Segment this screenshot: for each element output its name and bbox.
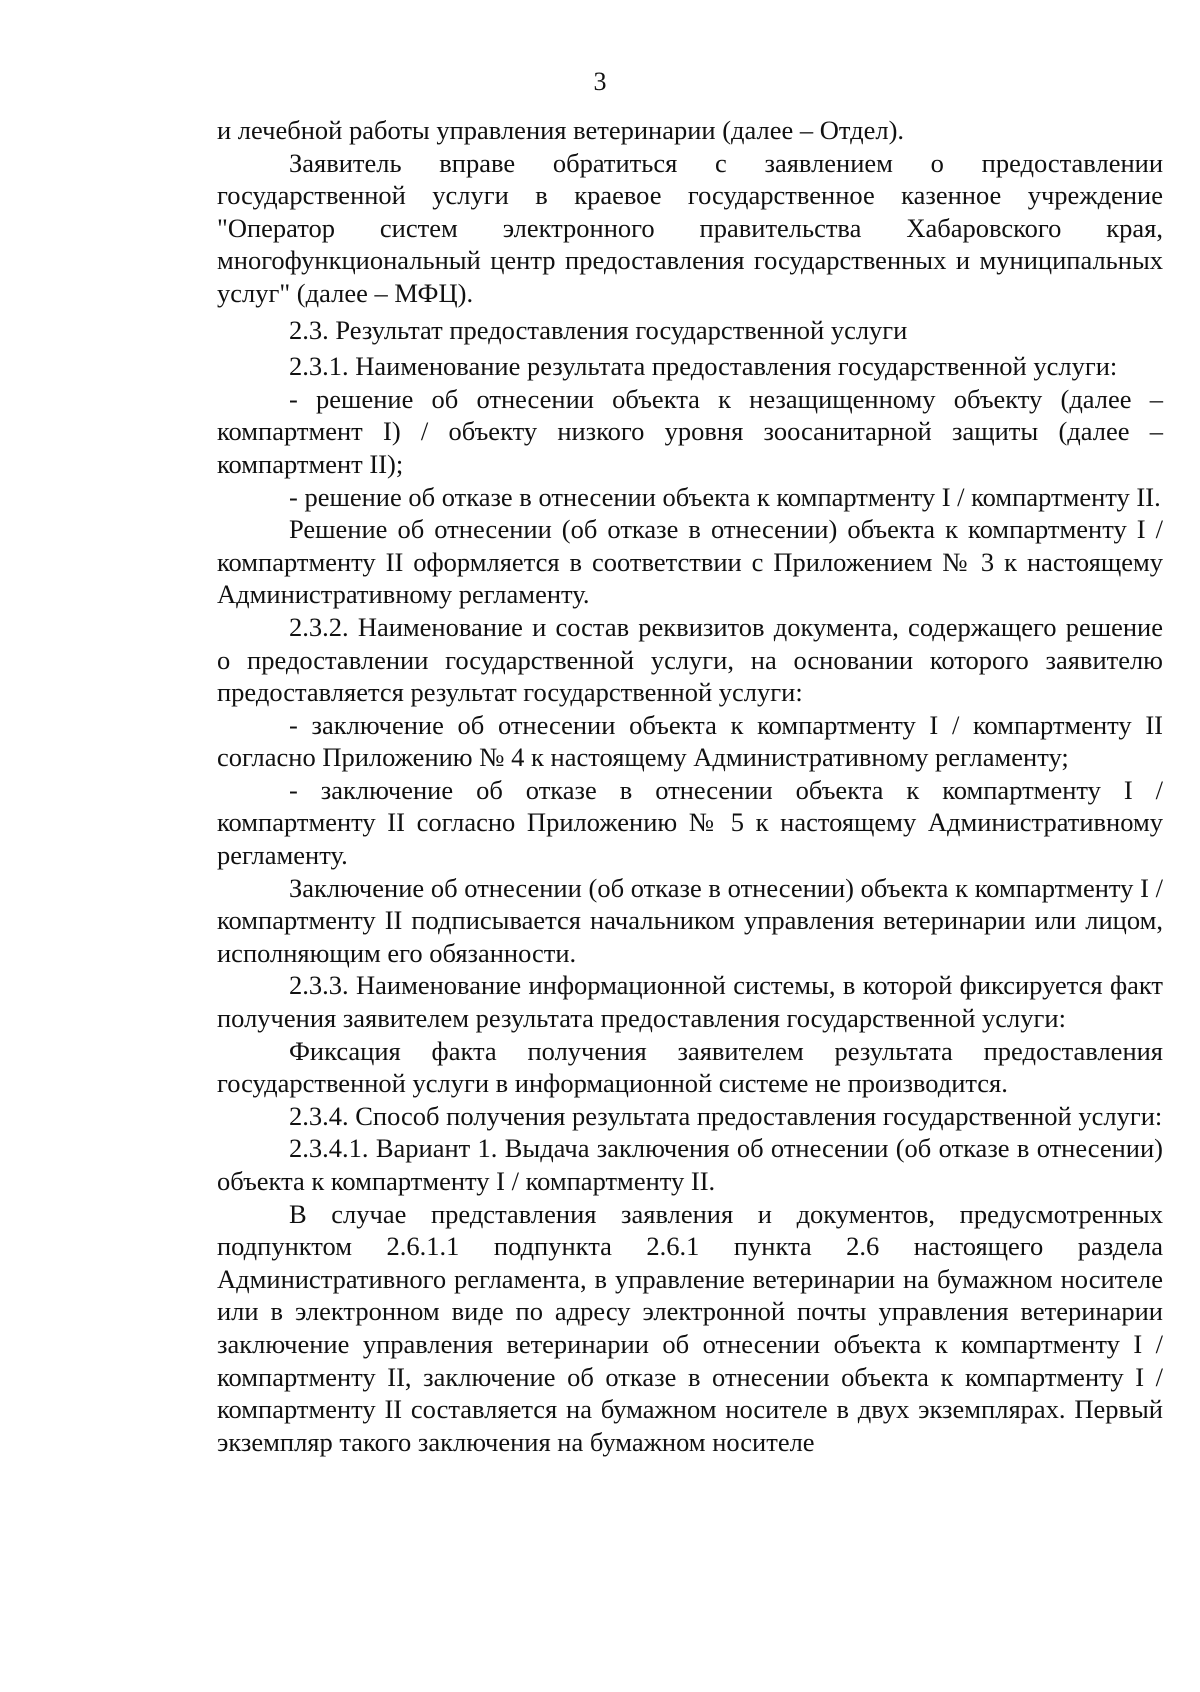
paragraph-2: Заявитель вправе обратиться с заявлением о предоставлении государственной услуги в краевое государственное казенное учреждение "Оператор систем электронного правительства Хабаровского края, многофункциональный центр предоставления государственных и муниципальных услуг" (далее – МФЦ). <box>217 147 1163 308</box>
paragraph-14: 2.3.4. Способ получения результата предоставления государственной услуги: <box>289 1100 1163 1131</box>
paragraph-1: и лечебной работы управления ветеринарии (далее – Отдел). <box>217 115 905 145</box>
paragraph-6: - решение об отказе в отнесении объекта к компартменту I / компартменту II. <box>289 481 1161 512</box>
paragraph-8: 2.3.2. Наименование и состав реквизитов документа, содержащего решение о предоставлении государственной услуги, на основании которого заявителю предоставляется результат государственной услуги: <box>217 611 1163 708</box>
paragraph-5: - решение об отнесении объекта к незащищенному объекту (далее – компартмент I) / объекту низкого уровня зоосанитарной защиты (далее – компартмент II); <box>217 383 1163 479</box>
paragraph-15: 2.3.4.1. Вариант 1. Выдача заключения об отнесении (об отказе в отнесении) объекта к компартменту I / компартменту II. <box>217 1133 1163 1196</box>
page-number: 3 <box>593 67 607 96</box>
paragraph-9: - заключение об отнесении объекта к компартменту I / компартменту II согласно Приложению № 4 к настоящему Административному регламенту; <box>217 709 1163 773</box>
paragraph-10: - заключение об отказе в отнесении объекта к компартменту I / компартменту II согласно Приложению № 5 к настоящему Административному регламенту. <box>217 774 1163 871</box>
paragraph-12: 2.3.3. Наименование информационной системы, в которой фиксируется факт получения заявителем результата предоставления государственной услуги: <box>217 970 1163 1034</box>
paragraph-4: 2.3.1. Наименование результата предоставления государственной услуги: <box>289 351 1118 382</box>
paragraph-16: В случае представления заявления и документов, предусмотренных подпунктом 2.6.1.1 подпункта 2.6.1 пункта 2.6 настоящего раздела Административного регламента, в управление ветеринарии на бумажном носителе или в электронном виде по адресу электронной почты управления ветеринарии заключение управления ветеринарии об отнесении объекта к компартменту I / компартменту II, заключение об отказе в отнесении объекта к компартменту I / компартменту II составляется на бумажном носителе в двух экземплярах. Первый экземпляр такого заключения на бумажном носителе <box>217 1198 1163 1457</box>
paragraph-13: Фиксация факта получения заявителем результата предоставления государственной услуги в информационной системе не производится. <box>217 1035 1163 1099</box>
paragraph-3-section-heading: 2.3. Результат предоставления государственной услуги <box>289 314 908 345</box>
paragraph-11: Заключение об отнесении (об отказе в отнесении) объекта к компартменту I / компартменту II подписывается начальником управления ветеринарии или лицом, исполняющим его обязанности. <box>217 872 1163 968</box>
paragraph-7: Решение об отнесении (об отказе в отнесении) объекта к компартменту I / компартменту II оформляется в соответствии с Приложением № 3 к настоящему Административному регламенту. <box>217 514 1163 610</box>
document-body <box>217 114 1163 1458</box>
